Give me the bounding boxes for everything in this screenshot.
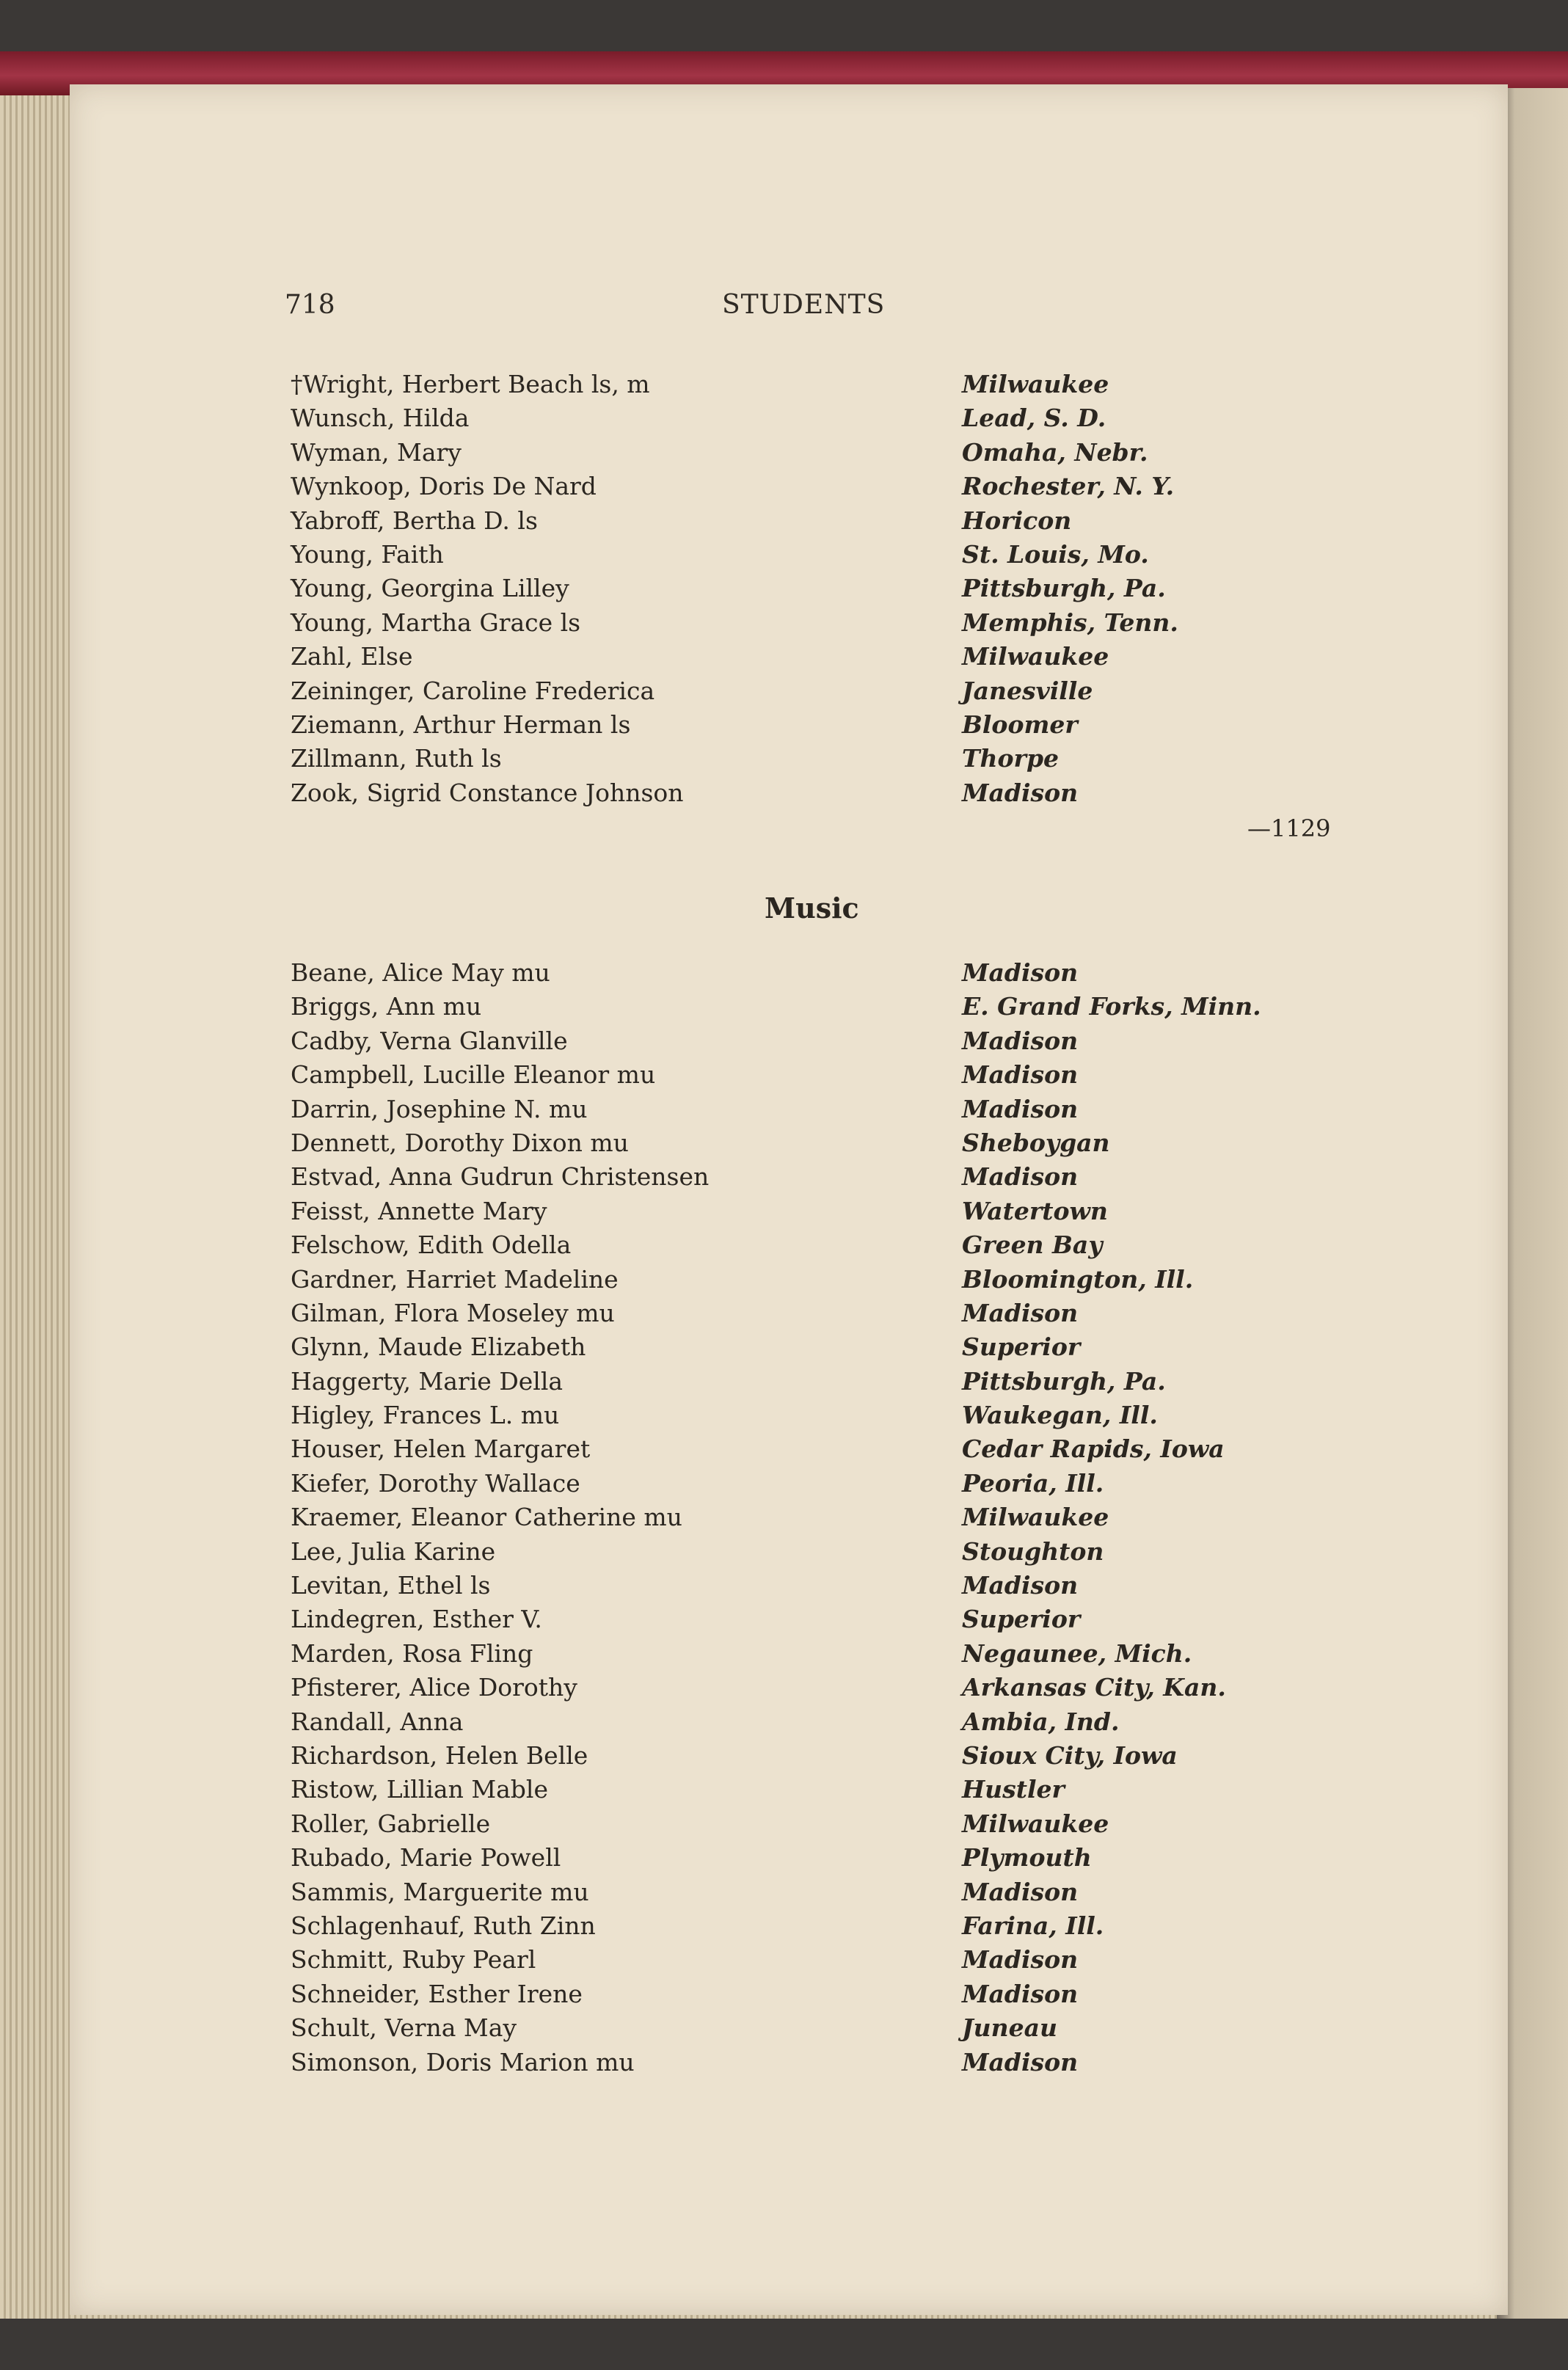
student-city: Madison bbox=[962, 1094, 1079, 1123]
student-city: Thorpe bbox=[962, 744, 1060, 773]
student-name: Schmitt, Ruby Pearl bbox=[291, 1945, 536, 1975]
list-item bbox=[291, 710, 1354, 744]
list-item bbox=[291, 744, 1354, 778]
list-item bbox=[291, 540, 1354, 574]
student-name: Zook, Sigrid Constance Johnson bbox=[291, 778, 684, 807]
student-city: Negaunee, Mich. bbox=[962, 1638, 1192, 1668]
running-total: —1129 bbox=[1247, 814, 1331, 842]
list-item bbox=[291, 1162, 1354, 1196]
student-name: Zillmann, Ruth ls bbox=[291, 744, 502, 773]
page-header bbox=[285, 290, 1363, 327]
student-city: Horicon bbox=[962, 506, 1072, 535]
student-city: Hustler bbox=[962, 1775, 1065, 1804]
student-city: Madison bbox=[962, 1571, 1079, 1600]
list-item bbox=[291, 779, 1354, 812]
student-name: Cadby, Verna Glanville bbox=[291, 1026, 568, 1055]
student-name: Dennett, Dorothy Dixon mu bbox=[291, 1128, 629, 1157]
list-item bbox=[291, 370, 1354, 404]
student-city: Arkansas City, Kan. bbox=[962, 1673, 1226, 1702]
section-title-music: Music bbox=[765, 892, 859, 925]
list-item bbox=[291, 1265, 1354, 1299]
list-item bbox=[291, 1469, 1354, 1503]
student-city: Memphis, Tenn. bbox=[962, 608, 1178, 637]
list-item bbox=[291, 1980, 1354, 2013]
student-name: Campbell, Lucille Eleanor mu bbox=[291, 1060, 656, 1090]
student-city: Madison bbox=[962, 958, 1079, 987]
student-name: Gardner, Harriet Madeline bbox=[291, 1264, 619, 1294]
student-city: Madison bbox=[962, 1060, 1079, 1090]
student-city: Watertown bbox=[962, 1196, 1108, 1225]
student-name: Levitan, Ethel ls bbox=[291, 1571, 491, 1600]
student-city: Green Bay bbox=[962, 1230, 1103, 1260]
list-item bbox=[291, 1911, 1354, 1945]
student-city: Milwaukee bbox=[962, 370, 1109, 398]
student-name: Marden, Rosa Fling bbox=[291, 1638, 533, 1668]
student-name: Lindegren, Esther V. bbox=[291, 1605, 542, 1634]
list-item bbox=[291, 2048, 1354, 2082]
student-name: Haggerty, Marie Della bbox=[291, 1366, 564, 1396]
list-item bbox=[291, 642, 1354, 676]
music-students-list bbox=[291, 958, 1354, 2082]
student-city: Superior bbox=[962, 1332, 1081, 1362]
student-name: Glynn, Maude Elizabeth bbox=[291, 1332, 586, 1362]
list-item bbox=[291, 472, 1354, 506]
student-name: Ristow, Lillian Mable bbox=[291, 1775, 548, 1804]
list-item bbox=[291, 1945, 1354, 1979]
student-city: Ambia, Ind. bbox=[962, 1707, 1120, 1736]
student-city: Superior bbox=[962, 1605, 1081, 1634]
student-city: St. Louis, Mo. bbox=[962, 539, 1149, 569]
student-name: Sammis, Marguerite mu bbox=[291, 1877, 589, 1906]
student-name: Felschow, Edith Odella bbox=[291, 1230, 572, 1260]
students-list-continued bbox=[291, 370, 1354, 812]
student-city: Omaha, Nebr. bbox=[962, 437, 1148, 467]
student-name: Wynkoop, Doris De Nard bbox=[291, 472, 597, 501]
list-item bbox=[291, 1332, 1354, 1366]
student-name: Young, Georgina Lilley bbox=[291, 574, 569, 603]
student-name: Richardson, Helen Belle bbox=[291, 1740, 588, 1770]
list-item bbox=[291, 1571, 1354, 1605]
student-city: E. Grand Forks, Minn. bbox=[962, 992, 1261, 1021]
student-city: Peoria, Ill. bbox=[962, 1468, 1104, 1498]
student-name: Ziemann, Arthur Herman ls bbox=[291, 710, 631, 739]
list-item bbox=[291, 404, 1354, 437]
list-item bbox=[291, 1401, 1354, 1434]
list-item bbox=[291, 1741, 1354, 1775]
student-name: Wunsch, Hilda bbox=[291, 404, 470, 433]
list-item bbox=[291, 2013, 1354, 2047]
student-city: Bloomer bbox=[962, 710, 1078, 739]
student-city: Madison bbox=[962, 1877, 1079, 1906]
list-item bbox=[291, 608, 1354, 642]
student-name: Kiefer, Dorothy Wallace bbox=[291, 1468, 580, 1498]
student-city: Waukegan, Ill. bbox=[962, 1401, 1158, 1430]
student-name: Rubado, Marie Powell bbox=[291, 1843, 561, 1873]
student-name: Simonson, Doris Marion mu bbox=[291, 2047, 635, 2077]
student-city: Madison bbox=[962, 1979, 1079, 2008]
student-name: Feisst, Annette Mary bbox=[291, 1196, 547, 1225]
list-item bbox=[291, 1197, 1354, 1230]
list-item bbox=[291, 1673, 1354, 1707]
student-city: Juneau bbox=[962, 2013, 1057, 2043]
list-item bbox=[291, 1095, 1354, 1129]
student-name: Kraemer, Eleanor Catherine mu bbox=[291, 1503, 682, 1532]
running-head: STUDENTS bbox=[722, 290, 886, 320]
student-name: Randall, Anna bbox=[291, 1707, 464, 1736]
page-number: 718 bbox=[285, 290, 335, 320]
student-city: Pittsburgh, Pa. bbox=[962, 1366, 1166, 1396]
list-item bbox=[291, 1605, 1354, 1638]
student-name: †Wright, Herbert Beach ls, m bbox=[291, 370, 650, 398]
student-city: Madison bbox=[962, 1945, 1079, 1975]
student-name: Pfisterer, Alice Dorothy bbox=[291, 1673, 577, 1702]
student-name: Yabroff, Bertha D. ls bbox=[291, 506, 538, 535]
student-name: Briggs, Ann mu bbox=[291, 992, 482, 1021]
student-city: Milwaukee bbox=[962, 1503, 1109, 1532]
student-city: Madison bbox=[962, 1162, 1079, 1192]
student-name: Schult, Verna May bbox=[291, 2013, 517, 2043]
student-name: Young, Faith bbox=[291, 539, 444, 569]
list-item bbox=[291, 1639, 1354, 1673]
list-item bbox=[291, 1299, 1354, 1332]
list-item bbox=[291, 438, 1354, 472]
student-city: Bloomington, Ill. bbox=[962, 1264, 1194, 1294]
student-name: Schneider, Esther Irene bbox=[291, 1979, 583, 2008]
student-city: Madison bbox=[962, 1298, 1079, 1327]
student-name: Roller, Gabrielle bbox=[291, 1809, 491, 1838]
list-item bbox=[291, 1027, 1354, 1060]
student-city: Rochester, N. Y. bbox=[962, 472, 1175, 501]
list-item bbox=[291, 958, 1354, 992]
student-city: Cedar Rapids, Iowa bbox=[962, 1434, 1225, 1464]
student-city: Lead, S. D. bbox=[962, 404, 1106, 433]
student-city: Janesville bbox=[962, 676, 1093, 705]
student-city: Milwaukee bbox=[962, 1809, 1109, 1838]
student-name: Beane, Alice May mu bbox=[291, 958, 550, 987]
student-city: Sheboygan bbox=[962, 1128, 1110, 1157]
student-name: Gilman, Flora Moseley mu bbox=[291, 1298, 615, 1327]
list-item bbox=[291, 1707, 1354, 1741]
student-city: Plymouth bbox=[962, 1843, 1092, 1873]
list-item bbox=[291, 1537, 1354, 1571]
student-name: Zahl, Else bbox=[291, 642, 413, 671]
list-item bbox=[291, 1503, 1354, 1536]
list-item bbox=[291, 1434, 1354, 1468]
student-city: Madison bbox=[962, 778, 1079, 807]
list-item bbox=[291, 1878, 1354, 1911]
student-name: Young, Martha Grace ls bbox=[291, 608, 581, 637]
student-city: Madison bbox=[962, 2047, 1079, 2077]
student-name: Estvad, Anna Gudrun Christensen bbox=[291, 1162, 710, 1192]
student-city: Sioux City, Iowa bbox=[962, 1740, 1178, 1770]
student-name: Zeininger, Caroline Frederica bbox=[291, 676, 655, 705]
student-name: Schlagenhauf, Ruth Zinn bbox=[291, 1911, 596, 1940]
list-item bbox=[291, 992, 1354, 1026]
list-item bbox=[291, 1843, 1354, 1877]
list-item bbox=[291, 574, 1354, 608]
list-item bbox=[291, 1230, 1354, 1264]
student-city: Madison bbox=[962, 1026, 1079, 1055]
student-city: Milwaukee bbox=[962, 642, 1109, 671]
list-item bbox=[291, 677, 1354, 710]
student-name: Lee, Julia Karine bbox=[291, 1536, 496, 1566]
student-name: Houser, Helen Margaret bbox=[291, 1434, 591, 1464]
list-item bbox=[291, 1367, 1354, 1401]
list-item bbox=[291, 506, 1354, 540]
list-item bbox=[291, 1809, 1354, 1843]
student-city: Stoughton bbox=[962, 1536, 1104, 1566]
student-city: Farina, Ill. bbox=[962, 1911, 1104, 1940]
list-item bbox=[291, 1775, 1354, 1809]
student-name: Darrin, Josephine N. mu bbox=[291, 1094, 588, 1123]
student-city: Pittsburgh, Pa. bbox=[962, 574, 1166, 603]
student-name: Higley, Frances L. mu bbox=[291, 1401, 560, 1430]
student-name: Wyman, Mary bbox=[291, 437, 462, 467]
list-item bbox=[291, 1129, 1354, 1162]
list-item bbox=[291, 1060, 1354, 1094]
